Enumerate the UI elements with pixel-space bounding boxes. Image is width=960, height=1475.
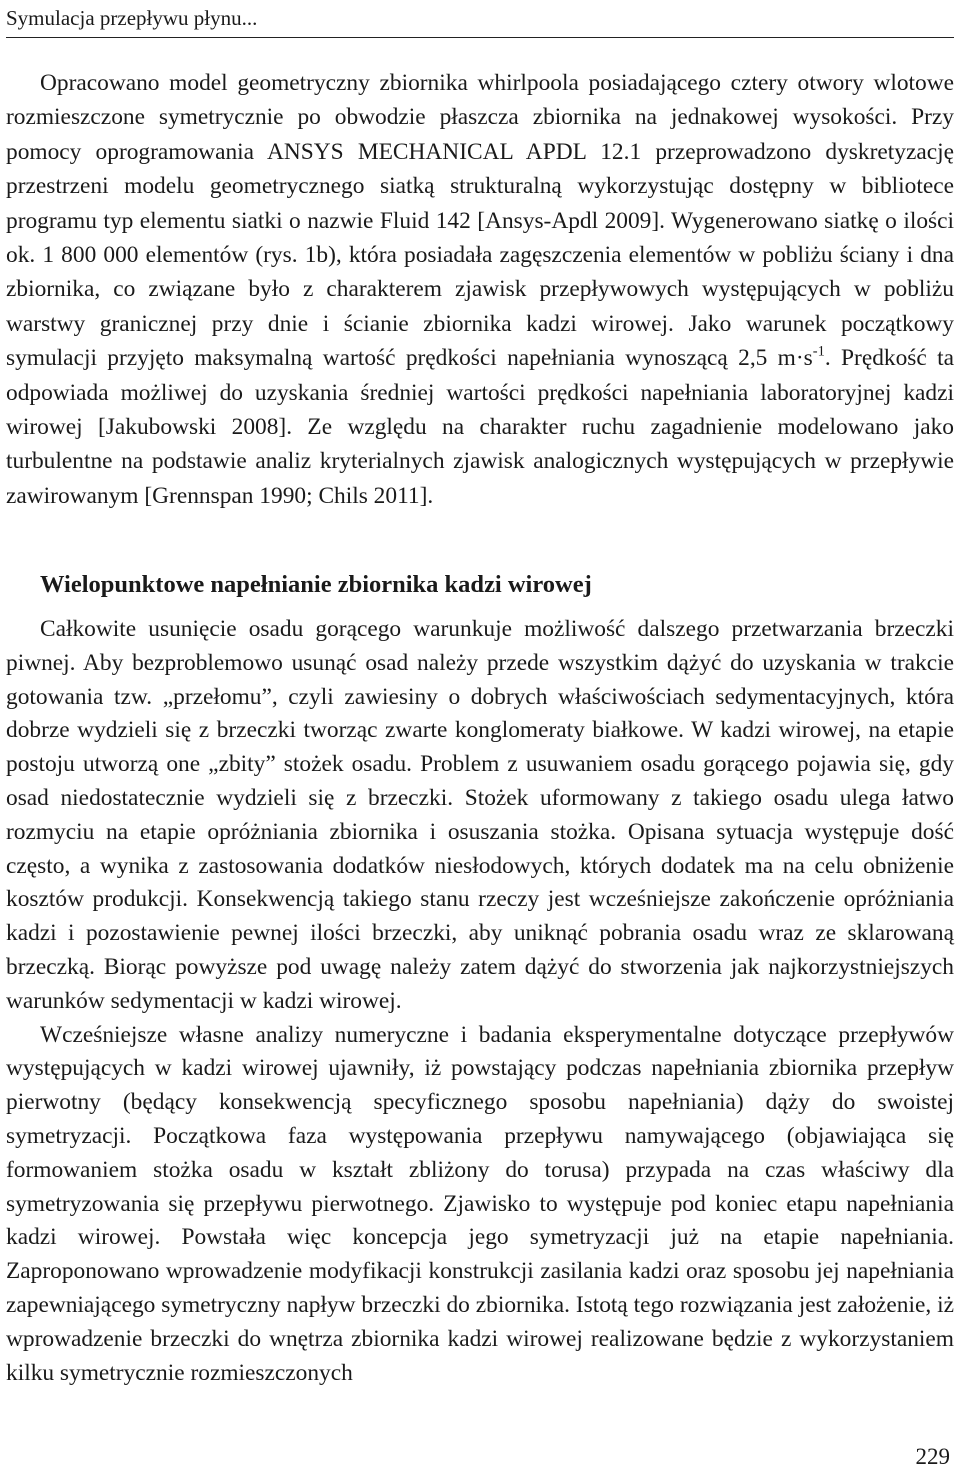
section-heading: Wielopunktowe napełnianie zbiornika kadzi wirowej: [40, 571, 592, 598]
running-title: Symulacja przepływu płynu...: [6, 6, 258, 30]
paragraph-modeling-text-b: . Prędkość ta odpowiada możliwej do uzyskania średniej wartości prędkości napełniania laboratoryjnej kadzi wirowej [Jakubowski 2008]. Ze względu na charakter ruchu zagadnienie modelowano jako turbulentne na podstawie analiz kryterialnych zjawisk analogicznych występujących w przepływie zawirowanym [Grennspan 1990; Chils 2011].: [6, 345, 954, 509]
paragraph-modeling: [6, 66, 954, 513]
running-header: [6, 4, 954, 38]
section-body: [6, 613, 954, 1390]
paragraph-sediment-removal: Całkowite usunięcie osadu gorącego warunkuje możliwość dalszego przetwarzania brzeczki piwnej. Aby bezproblemowo usunąć osad należy przede wszystkim dążyć do uzyskania w trakcie gotowania tzw. „przełomu”, czyli zawiesiny o dobrych właściwościach sedymentacyjnych, która dobrze wydzieli się z brzeczki tworząc zwarte konglomeraty białkowe. W kadzi wirowej, na etapie postoju utworzą one „zbity” stożek osadu. Problem z usuwaniem osadu gorącego pojawia się, gdy osad niedostatecznie wydzieli się z brzeczki. Stożek uformowany z takiego osadu ulega łatwo rozmyciu na etapie opróżniania zbiornika i osuszania stożka. Opisana sytuacja występuje dość często, a wynika z zastosowania dodatków niesłodowych, których dodatek ma na celu obniżenie kosztów produkcji. Konsekwencją takiego stanu rzeczy jest wcześniejsze zakończenie opróżniania kadzi i pozostawienie pewnej ilości brzeczki, aby uniknąć pobrania osadu wraz ze sklarowaną brzeczką. Biorąc powyższe pod uwagę należy zatem dążyć do stworzenia jak najkorzystniejszych warunków sedymentacji w kadzi wirowej.: [6, 616, 954, 1014]
paragraph-modeling-text-a: Opracowano model geometryczny zbiornika whirlpoola posiadającego cztery otwory wlotowe rozmieszczone symetrycznie po obwodzie płaszcza zbiornika na jednakowej wysokości. Przy pomocy oprogramowania ANSYS MECHANICAL APDL 12.1 przeprowadzono dyskretyzację przestrzeni modelu geometrycznego siatką strukturalną wykorzystując dostępny w bibliotece programu typ elementu siatki o nazwie Fluid 142 [Ansys-Apdl 2009]. Wygenerowano siatkę o ilości ok. 1 800 000 elementów (rys. 1b), która posiadała zagęszczenia elementów w pobliżu ściany i dna zbiornika, co związane było z charakterem zjawisk przepływowych występujących w pobliżu warstwy granicznej przy dnie i ścianie zbiornika kadzi wirowej. Jako warunek początkowy symulacji przyjęto maksymalną wartość prędkości napełniania wynoszącą 2,5 m·s: [6, 70, 954, 372]
intro-section: [6, 66, 954, 513]
page-number: 229: [915, 1444, 950, 1469]
unit-exponent: -1: [812, 343, 825, 360]
paragraph-symmetrization: Wcześniejsze własne analizy numeryczne i badania eksperymentalne dotyczące przepływów występujących w kadzi wirowej ujawniły, iż powstający podczas napełniania zbiornika przepływ pierwotny (będący konsekwencją specyficznego sposobu napełniania) dąży do swoistej symetryzacji. Początkowa faza występowania przepływu namywającego (objawiająca się formowaniem stożka osadu w kształt zbliżony do torusa) przypada na czas właściwy dla symetryzowania się przepływu pierwotnego. Zjawisko to występuje pod koniec etapu napełniania kadzi wirowej. Powstała więc koncepcja jego symetryzacji już na etapie napełniania. Zaproponowano wprowadzenie modyfikacji konstrukcji zasilania kadzi oraz sposobu jej napełniania zapewniającego symetryczny napływ brzeczki do zbiornika. Istotą tego rozwiązania jest założenie, iż wprowadzenie brzeczki do wnętrza zbiornika kadzi wirowej realizowane będzie z wykorzystaniem kilku symetrycznie rozmieszczonych: [6, 1021, 954, 1386]
